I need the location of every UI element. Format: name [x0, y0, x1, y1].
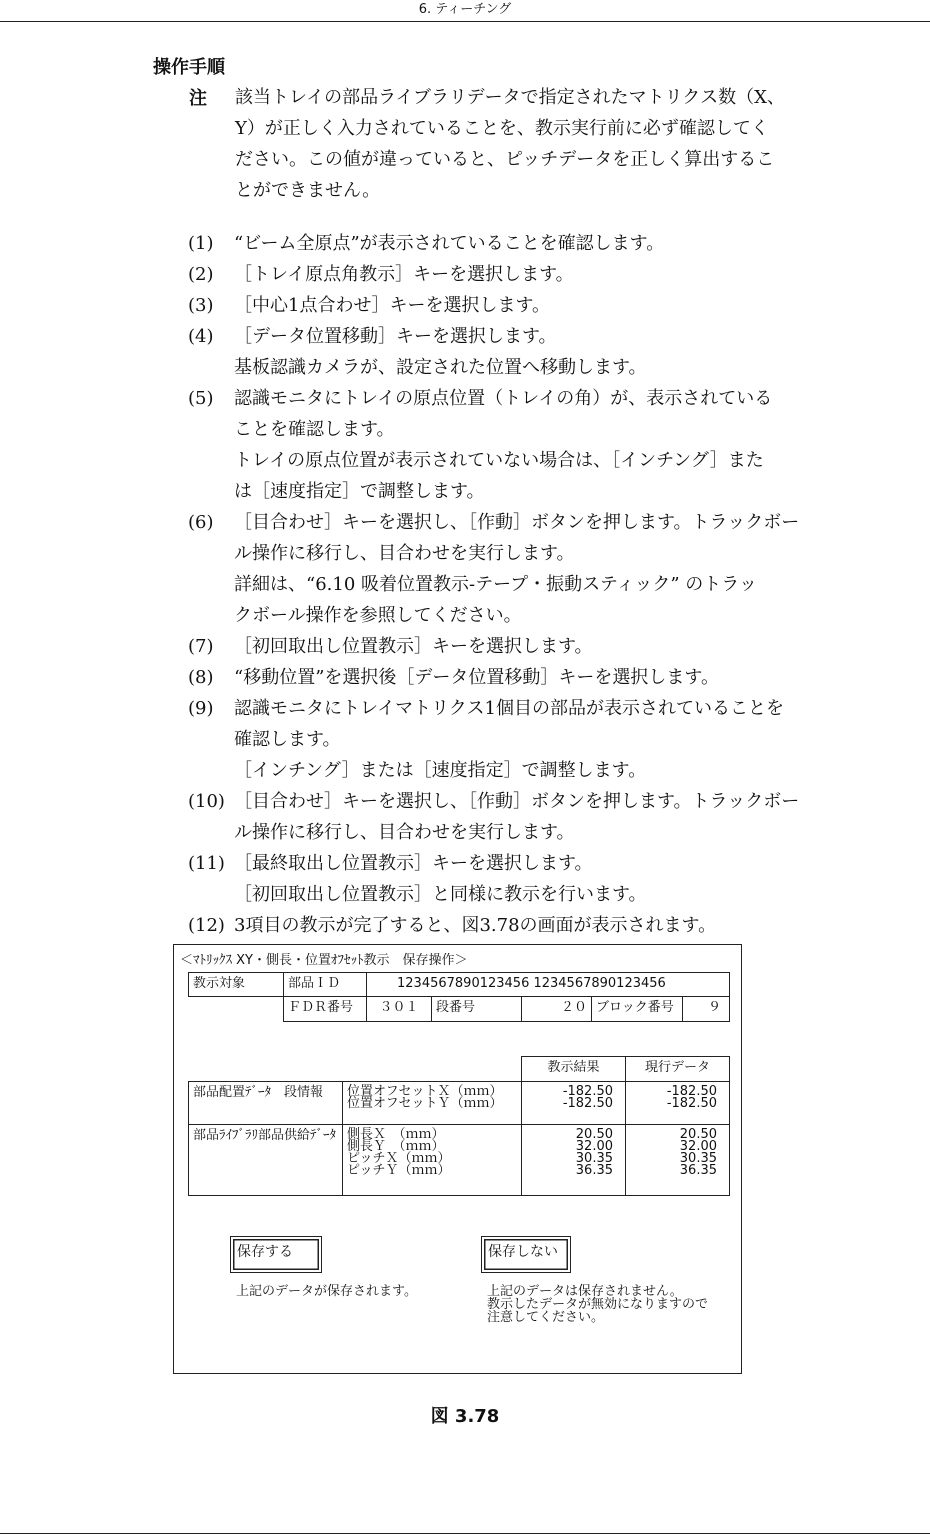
row1-item: 位置オフセットＸ（ｍｍ）	[347, 1084, 503, 1099]
row2-current-value: 36.35	[679, 1163, 717, 1178]
step-text	[234, 383, 838, 507]
no-save-description-line: 注意してください。	[487, 1310, 605, 1325]
step-line: ［目合わせ］キーを選択し、［作動］ボタンを押します。トラックボー	[234, 512, 800, 533]
stage-value: ２０	[521, 996, 592, 1022]
row2-result-value: 30.35	[575, 1151, 613, 1166]
note-line: ださい。この値が違っていると、ピッチデータを正しく算出するこ	[235, 149, 775, 170]
step-line: ［最終取出し位置教示］キーを選択します。	[234, 853, 593, 874]
step-text	[234, 693, 838, 786]
row1-current	[625, 1081, 730, 1125]
row2-current-value: 30.35	[679, 1151, 717, 1166]
step-item	[188, 662, 838, 693]
step-number: (9)	[188, 698, 214, 719]
no-save-description	[487, 1285, 708, 1324]
step-text	[234, 507, 838, 631]
part-id-value: 1234567890123456 1234567890123456	[366, 972, 730, 997]
row2-item: ピッチＸ（ｍｍ）	[347, 1151, 451, 1166]
row1-result-value: -182.50	[562, 1084, 613, 1099]
step-line: 認識モニタにトレイマトリクス1個目の部品が表示されていることを	[234, 698, 785, 719]
step-line: クボール操作を参照してください。	[234, 605, 522, 626]
step-text	[234, 631, 838, 662]
row2-current-value: 20.50	[679, 1127, 717, 1142]
step-item	[188, 259, 838, 290]
note-line: 該当トレイの部品ライブラリデータで指定されたマトリクス数（X、	[235, 87, 785, 108]
no-save-description-line: 教示したデータが無効になりますので	[487, 1297, 709, 1312]
step-item	[188, 848, 838, 910]
fdr-value: ３０１	[366, 996, 432, 1022]
step-line: “ビーム全原点”が表示されていることを確認します。	[234, 233, 665, 254]
row2-item: 側長Ｙ （ｍｍ）	[347, 1139, 445, 1154]
row1-result-value: -182.50	[562, 1096, 613, 1111]
row2-result	[521, 1124, 626, 1196]
step-line: 基板認識カメラが、設定された位置へ移動します。	[234, 357, 647, 378]
block-label: ブロック番号	[591, 996, 683, 1022]
step-line: ［トレイ原点角教示］キーを選択します。	[234, 264, 574, 285]
step-line: 詳細は、“6.10 吸着位置教示-テープ・振動スティック” のトラッ	[234, 574, 757, 595]
step-number: (1)	[188, 233, 214, 254]
row2-item: 側長Ｘ （ｍｍ）	[347, 1127, 445, 1142]
save-button[interactable]: 保存する	[230, 1236, 322, 1273]
step-line: ル操作に移行し、目合わせを実行します。	[234, 543, 575, 564]
row2-current	[625, 1124, 730, 1196]
procedure-steps	[188, 228, 838, 941]
step-number: (10)	[188, 791, 225, 812]
stage-label: 段番号	[431, 996, 522, 1022]
step-text	[234, 259, 838, 290]
step-line: は［速度指定］で調整します。	[234, 481, 485, 502]
step-line: 確認します。	[234, 729, 341, 750]
step-number: (7)	[188, 636, 214, 657]
target-label: 教示対象	[188, 972, 284, 997]
save-operation-screen	[173, 944, 742, 1374]
save-description-line: 上記のデータが保存されます。	[236, 1284, 417, 1299]
step-line: ［初回取出し位置教示］キーを選択します。	[234, 636, 593, 657]
footer-rule	[0, 1533, 930, 1534]
no-save-button[interactable]: 保存しない	[481, 1236, 571, 1273]
step-item	[188, 321, 838, 383]
step-line: “移動位置”を選択後［データ位置移動］キーを選択します。	[234, 667, 719, 688]
figure-caption: 図 3.78	[430, 1406, 500, 1427]
running-header: 6. ティーチング	[418, 2, 512, 17]
part-id-label: 部品ＩＤ	[283, 972, 367, 997]
row2-items	[342, 1124, 522, 1196]
note-text	[235, 82, 835, 206]
step-number: (2)	[188, 264, 214, 285]
step-text	[234, 910, 838, 941]
step-item	[188, 290, 838, 321]
step-text	[234, 848, 838, 910]
note-label: 注	[189, 88, 207, 109]
step-item	[188, 228, 838, 259]
step-text	[234, 662, 838, 693]
row2-result-value: 36.35	[575, 1163, 613, 1178]
row1-current-value: -182.50	[666, 1084, 717, 1099]
note-line: Y）が正しく入力されていることを、教示実行前に必ず確認してく	[235, 118, 769, 139]
step-item	[188, 383, 838, 507]
step-number: (8)	[188, 667, 214, 688]
step-number: (5)	[188, 388, 214, 409]
col-current-header: 現行データ	[625, 1056, 730, 1082]
step-number: (12)	[188, 915, 225, 936]
step-item	[188, 631, 838, 662]
step-item	[188, 910, 838, 941]
step-line: ［データ位置移動］キーを選択します。	[234, 326, 557, 347]
row2-current-value: 32.00	[679, 1139, 717, 1154]
row1-label: 部品配置ﾃﾞｰﾀ 段情報	[188, 1081, 343, 1125]
row2-result-value: 32.00	[575, 1139, 613, 1154]
step-text	[234, 321, 838, 383]
step-line: トレイの原点位置が表示されていない場合は、［インチング］また	[234, 450, 764, 471]
step-number: (3)	[188, 295, 214, 316]
step-line: ［インチング］または［速度指定］で調整します。	[234, 760, 647, 781]
screen-title: ＜ﾏﾄﾘｯｸｽ XY・側長・位置ｵﾌｾｯﾄ教示 保存操作＞	[180, 953, 468, 968]
row2-item: ピッチＹ（ｍｍ）	[347, 1163, 451, 1178]
step-text	[234, 290, 838, 321]
row1-result	[521, 1081, 626, 1125]
header-rule	[0, 21, 930, 22]
step-text	[234, 228, 838, 259]
step-number: (11)	[188, 853, 225, 874]
step-line: ル操作に移行し、目合わせを実行します。	[234, 822, 575, 843]
no-save-description-line: 上記のデータは保存されません。	[487, 1284, 683, 1299]
col-result-header: 教示結果	[521, 1056, 626, 1082]
step-number: (4)	[188, 326, 214, 347]
row1-item: 位置オフセットＹ（ｍｍ）	[347, 1096, 503, 1111]
step-text	[234, 786, 838, 848]
note-line: とができません。	[235, 180, 381, 201]
row1-current-value: -182.50	[666, 1096, 717, 1111]
step-line: 認識モニタにトレイの原点位置（トレイの角）が、表示されている	[234, 388, 773, 409]
step-line: ［目合わせ］キーを選択し、［作動］ボタンを押します。トラックボー	[234, 791, 800, 812]
step-line: ［初回取出し位置教示］と同様に教示を行います。	[234, 884, 647, 905]
fdr-label: ＦＤＲ番号	[283, 996, 367, 1022]
block-value: ９	[682, 996, 730, 1022]
step-item	[188, 507, 838, 631]
step-item	[188, 693, 838, 786]
step-line: ［中心1点合わせ］キーを選択します。	[234, 295, 551, 316]
save-description	[236, 1285, 417, 1298]
row2-result-value: 20.50	[575, 1127, 613, 1142]
step-line: 3項目の教示が完了すると、図3.78の画面が表示されます。	[234, 915, 717, 936]
step-number: (6)	[188, 512, 214, 533]
step-line: ことを確認します。	[234, 419, 395, 440]
section-title: 操作手順	[153, 57, 225, 78]
row2-label: 部品ﾗｲﾌﾞﾗﾘ部品供給ﾃﾞｰﾀ	[188, 1124, 343, 1196]
step-item	[188, 786, 838, 848]
row1-items	[342, 1081, 522, 1125]
